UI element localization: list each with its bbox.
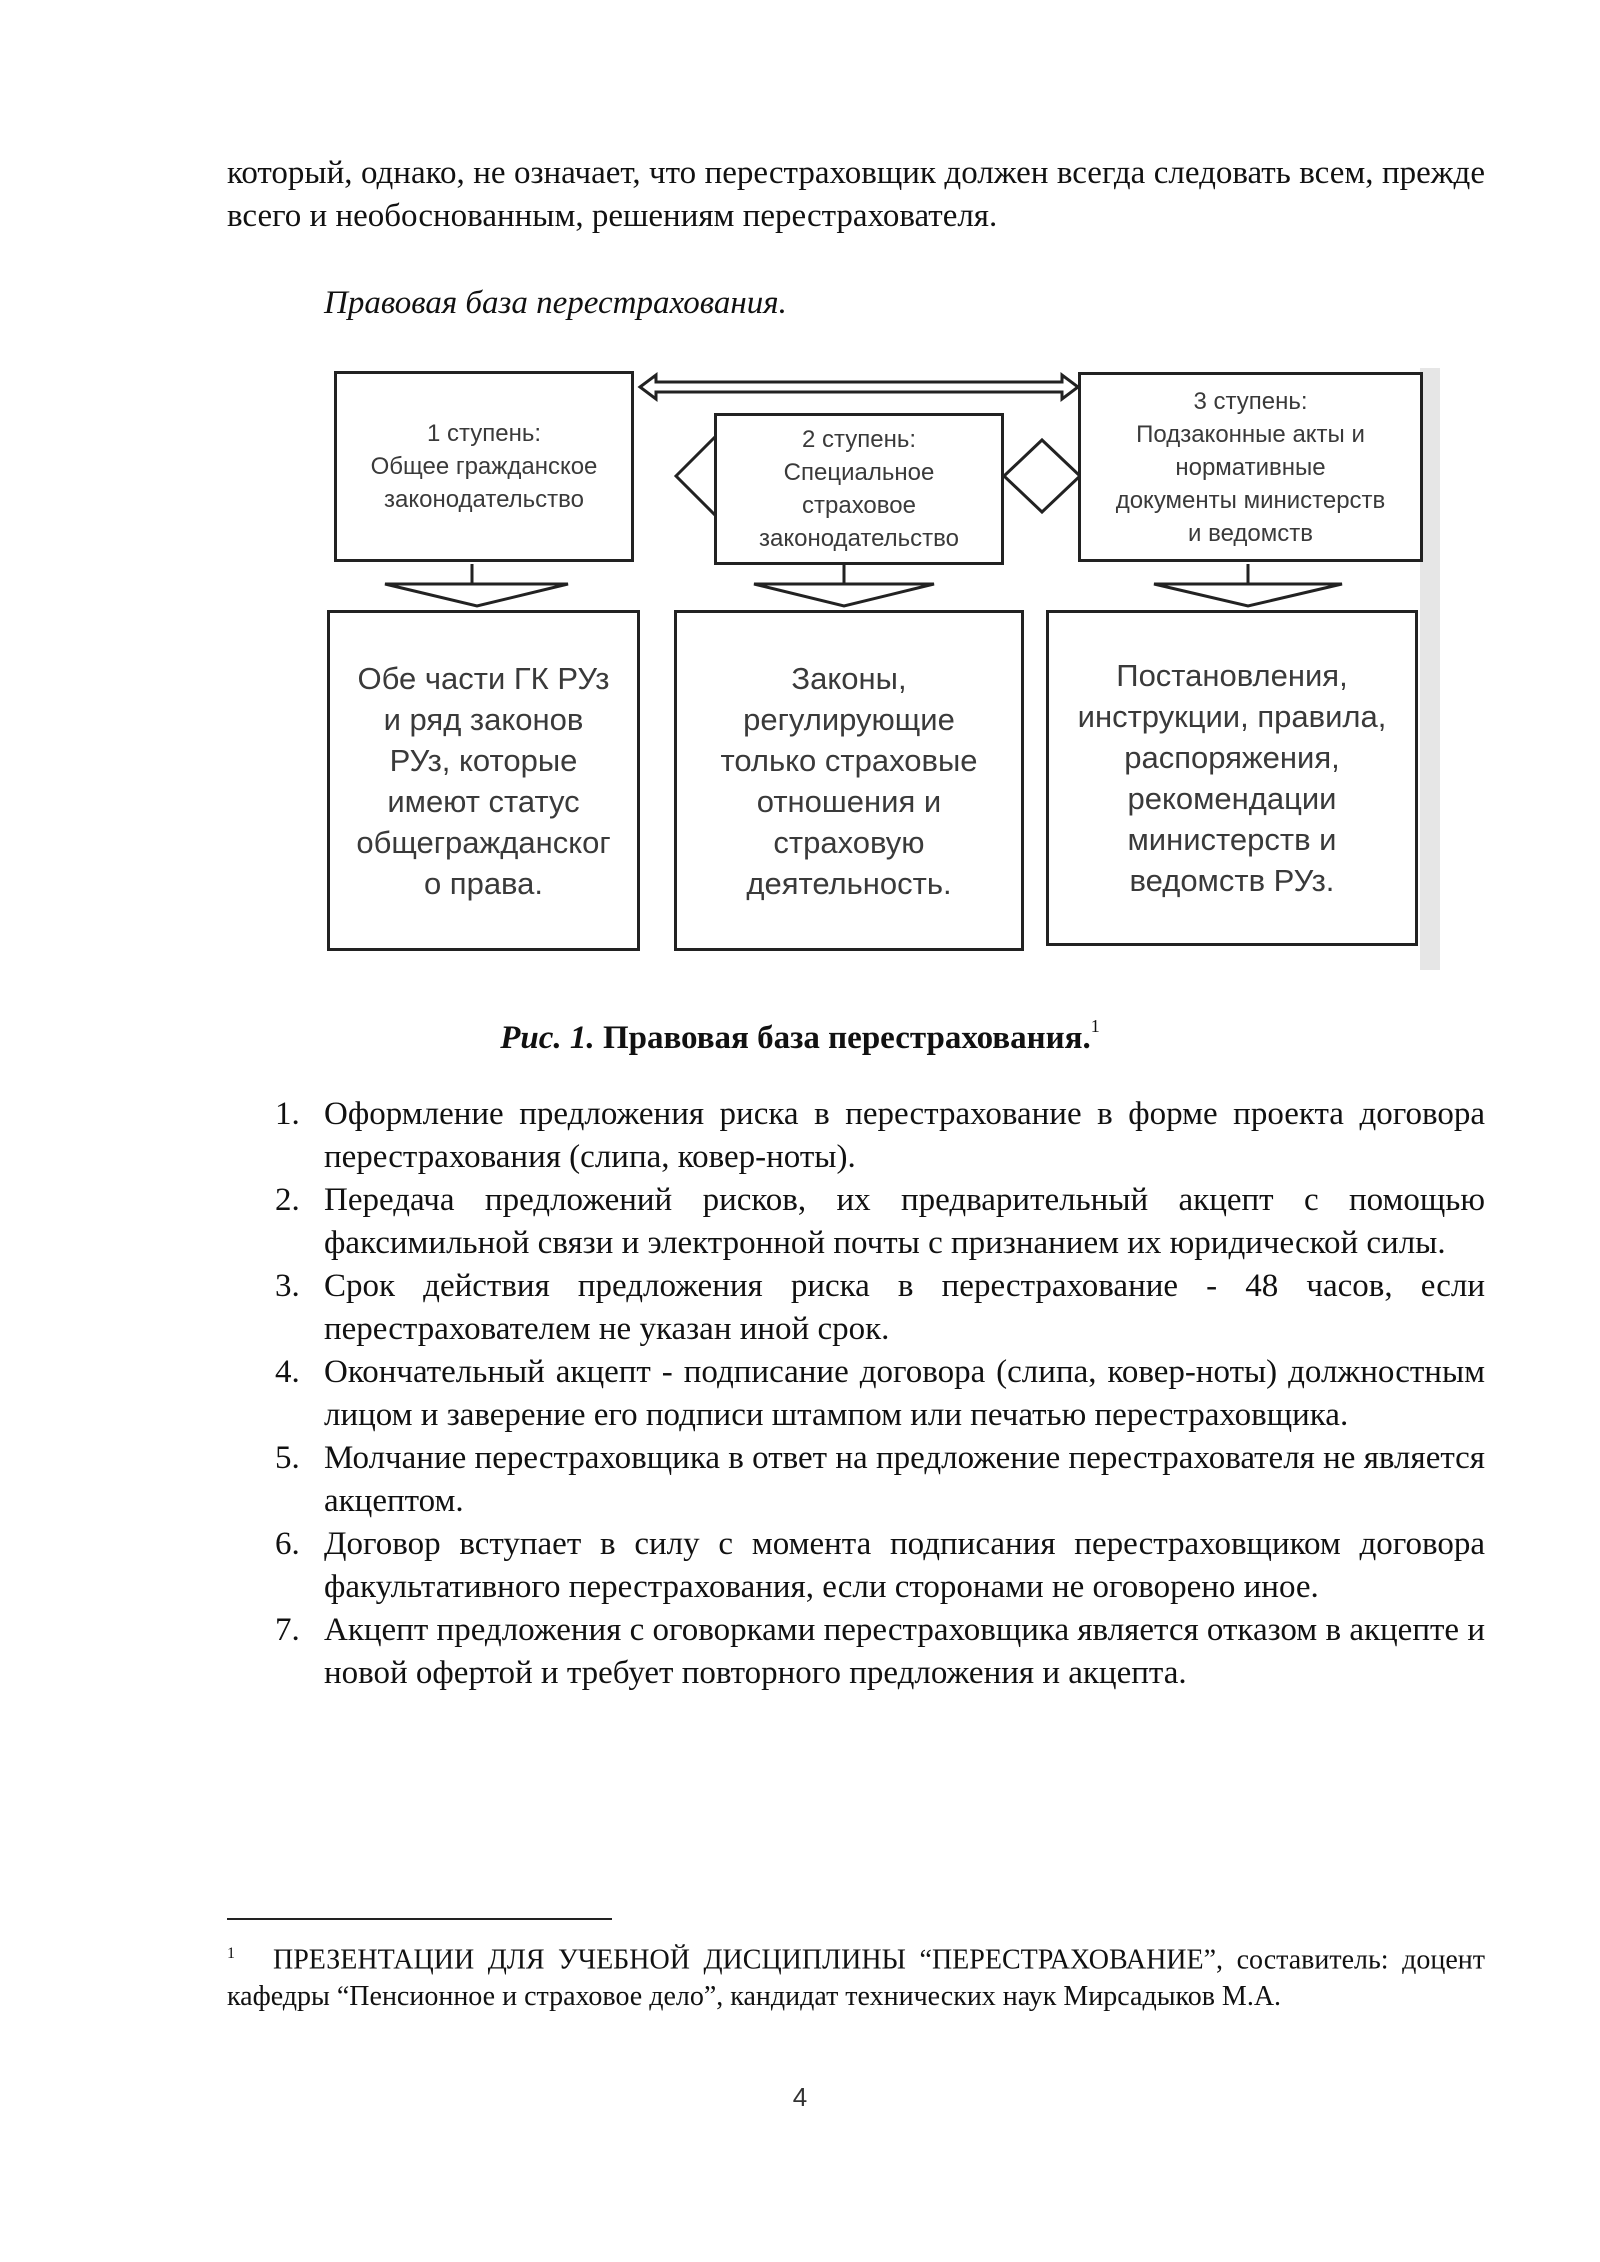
footnote xyxy=(227,1935,1485,2015)
list-item-number: 3. xyxy=(275,1268,300,1304)
list-item-text: Передача предложений рисков, их предварительный акцепт с помощью факсимильной связи и электронной почты с признанием их юридической силы. xyxy=(324,1182,1485,1261)
list-item-number: 5. xyxy=(275,1440,300,1476)
figure-caption xyxy=(0,1010,1600,1058)
diamond-connector-2 xyxy=(1004,440,1080,512)
level-2-detail-box xyxy=(674,610,1024,951)
level-2-detail-text: Законы, регулирующие только страховые отношения и страховую деятельность. xyxy=(720,660,978,901)
list-item-number: 4. xyxy=(275,1354,300,1390)
level-3-box xyxy=(1078,372,1423,562)
level-1-text: 1 ступень: Общее гражданское законодательство xyxy=(370,420,598,513)
down-arrow-2 xyxy=(754,584,934,606)
list-item xyxy=(227,1437,1485,1523)
legal-basis-diagram xyxy=(322,368,1440,970)
list-item-text: Акцепт предложения с оговорками перестраховщика является отказом в акцепте и новой офертой и требует повторного предложения и акцепта. xyxy=(324,1612,1485,1691)
caption-label: Рис. 1. xyxy=(500,1020,595,1056)
list-item xyxy=(227,1093,1485,1179)
list-item-text: Молчание перестраховщика в ответ на предложение перестрахователя не является акцептом. xyxy=(324,1440,1485,1519)
footnote-text: ПРЕЗЕНТАЦИИ ДЛЯ УЧЕБНОЙ ДИСЦИПЛИНЫ “ПЕРЕСТРАХОВАНИЕ”, составитель: доцент кафедры “Пенсионное и страховое дело”, кандидат технических наук Мирсадыков М.А. xyxy=(227,1944,1485,2013)
procedure-list xyxy=(227,1093,1485,1695)
caption-footnote-ref[interactable]: 1 xyxy=(1090,1016,1100,1036)
list-item xyxy=(227,1609,1485,1695)
list-item-text: Срок действия предложения риска в перестрахование - 48 часов, если перестрахователем не указан иной срок. xyxy=(324,1268,1485,1347)
level-3-text: 3 ступень: Подзаконные акты и нормативные документы министерств и ведомств xyxy=(1115,387,1386,547)
level-2-text: 2 ступень: Специальное страховое законодательство xyxy=(759,426,959,552)
list-item-number: 2. xyxy=(275,1182,300,1218)
footnote-divider xyxy=(227,1918,612,1920)
list-item-text: Договор вступает в силу с момента подписания перестраховщиком договора факультативного перестрахования, если сторонами не оговорено иное. xyxy=(324,1526,1485,1605)
level-2-box xyxy=(714,413,1004,565)
list-item-number: 6. xyxy=(275,1526,300,1562)
intro-paragraph: который, однако, не означает, что перестраховщик должен всегда следовать всем, прежде всего и необоснованным, решениям перестрахователя. xyxy=(227,155,1485,234)
level-1-detail-box xyxy=(327,610,640,951)
double-arrow-top xyxy=(640,375,1078,399)
list-item-number: 1. xyxy=(275,1096,300,1132)
level-1-detail-text: Обе части ГК РУз и ряд законов РУз, которые имеют статус общегражданског о права. xyxy=(356,660,611,901)
list-item xyxy=(227,1179,1485,1265)
down-arrow-3 xyxy=(1154,584,1342,606)
down-arrow-1 xyxy=(385,584,568,606)
level-3-detail-text: Постановления, инструкции, правила, распоряжения, рекомендации министерств и ведомств РУз. xyxy=(1077,658,1387,898)
section-subtitle: Правовая база перестрахования. xyxy=(324,285,787,321)
level-3-detail-box xyxy=(1046,610,1418,946)
caption-title: Правовая база перестрахования. xyxy=(602,1020,1091,1056)
list-item xyxy=(227,1351,1485,1437)
page-number: 4 xyxy=(792,2082,808,2112)
list-item-text: Оформление предложения риска в перестрахование в форме проекта договора перестрахования (слипа, ковер-ноты). xyxy=(324,1096,1485,1175)
list-item xyxy=(227,1523,1485,1609)
list-item-number: 7. xyxy=(275,1612,300,1648)
level-1-box xyxy=(334,371,634,562)
list-item-text: Окончательный акцепт - подписание договора (слипа, ковер-ноты) должностным лицом и заверение его подписи штампом или печатью перестраховщика. xyxy=(324,1354,1485,1433)
footnote-marker: 1 xyxy=(227,1945,235,1962)
list-item xyxy=(227,1265,1485,1351)
